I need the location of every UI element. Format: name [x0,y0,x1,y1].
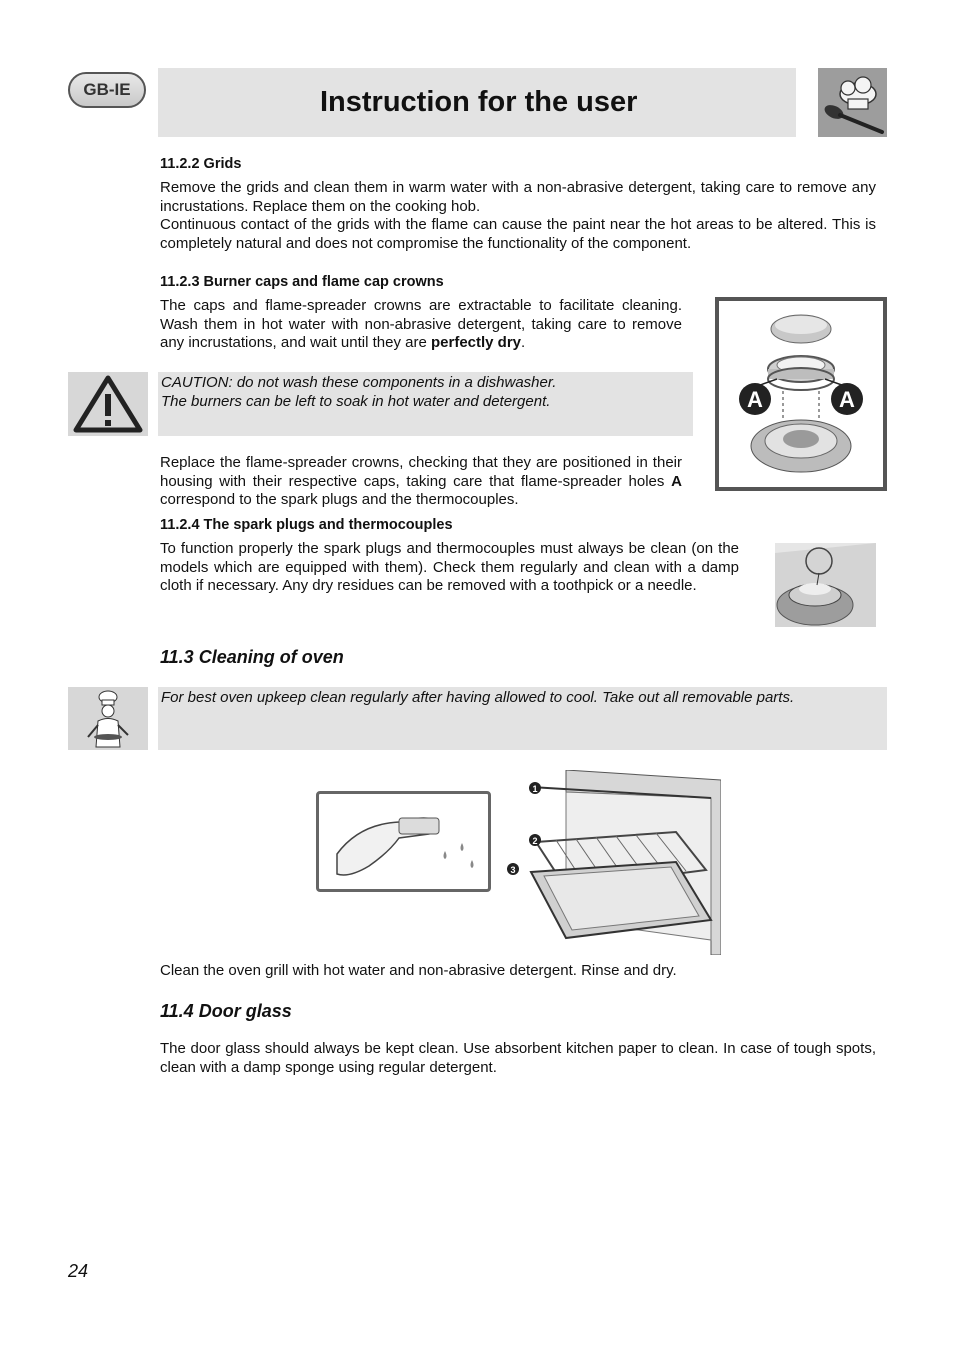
burner-caps-paragraph-1 [160,297,682,353]
rack-label-1: 1 [532,784,538,794]
burner-caps-text-start: The caps and flame-spreader crowns are extractable to facilitate cleaning. Wash them in hot water with non-abrasive detergent, taking care to remove any incrustations, and wait until they are [160,297,682,352]
burner-label-a-left: A [747,387,763,412]
page-title: Instruction for the user [320,86,638,118]
language-badge: GB-IE [68,72,146,108]
chef-figure-icon [68,687,148,750]
burner-replace-text [160,454,682,510]
section-heading-spark-plugs: 11.2.4 The spark plugs and thermocouples [160,517,453,533]
caution-note [158,372,693,436]
chef-hat-spoon-icon [818,68,887,137]
hand-sponge-illustration [316,791,491,892]
page-title-bar [158,68,796,137]
oven-grill-paragraph: Clean the oven grill with hot water and non-abrasive detergent. Rinse and dry. [160,962,677,979]
rack-label-3: 3 [510,865,516,875]
section-heading-burner-caps: 11.2.3 Burner caps and flame cap crowns [160,274,444,290]
burner-caps-text-end: . [521,334,526,352]
burner-caps-paragraph-2 [160,454,682,510]
grids-paragraph-2: Continuous contact of the grids with the flame can cause the paint near the hot areas to be altered. This is completely natural and does not compromise the functionality of the component. [160,216,876,252]
rack-label-2: 2 [532,836,538,846]
caution-line-1: CAUTION: do not wash these components in a dishwasher. [161,374,557,391]
page-number: 24 [68,1261,89,1281]
oven-grill-text [160,962,876,981]
burner-assembly-illustration [715,297,887,491]
door-glass-text [160,1040,876,1077]
section-heading-cleaning-oven: 11.3 Cleaning of oven [160,647,344,667]
caution-line-2: The burners can be left to soak in hot water and detergent. [161,393,551,410]
burner-replace-text-start: Replace the flame-spreader crowns, checking that they are positioned in their housing with their respective caps, taking care that flame-spreader holes [160,454,682,490]
grids-paragraph-1: Remove the grids and clean them in warm water with a non-abrasive detergent, taking care to remove any incrustations. Replace them on the cooking hob. [160,179,876,215]
burner-replace-text-end: correspond to the spark plugs and the thermocouples. [160,491,519,509]
burner-replace-text-bold: A [671,472,682,490]
spark-plug-illustration [775,543,876,627]
grids-text [160,179,876,253]
burner-caps-text [160,297,682,353]
warning-triangle-icon [68,372,148,436]
spark-plugs-text [160,540,739,596]
oven-care-note [158,687,887,750]
burner-caps-text-bold: perfectly dry [430,334,522,352]
section-heading-grids: 11.2.2 Grids [160,156,242,172]
oven-care-note-text: For best oven upkeep clean regularly after having allowed to cool. Take out all removable parts. [161,689,795,706]
oven-interior-illustration [506,770,721,955]
door-glass-paragraph: The door glass should always be kept clean. Use absorbent kitchen paper to clean. In case of tough spots, clean with a damp sponge using regular detergent. [160,1040,876,1076]
burner-label-a-right: A [839,387,855,412]
spark-plugs-paragraph: To function properly the spark plugs and thermocouples must always be clean (on the models which are equipped with them). Check them regularly and clean with a damp cloth if necessary. Any dry residues can be removed with a toothpick or a needle. [160,540,739,595]
section-heading-door-glass: 11.4 Door glass [160,1001,292,1021]
